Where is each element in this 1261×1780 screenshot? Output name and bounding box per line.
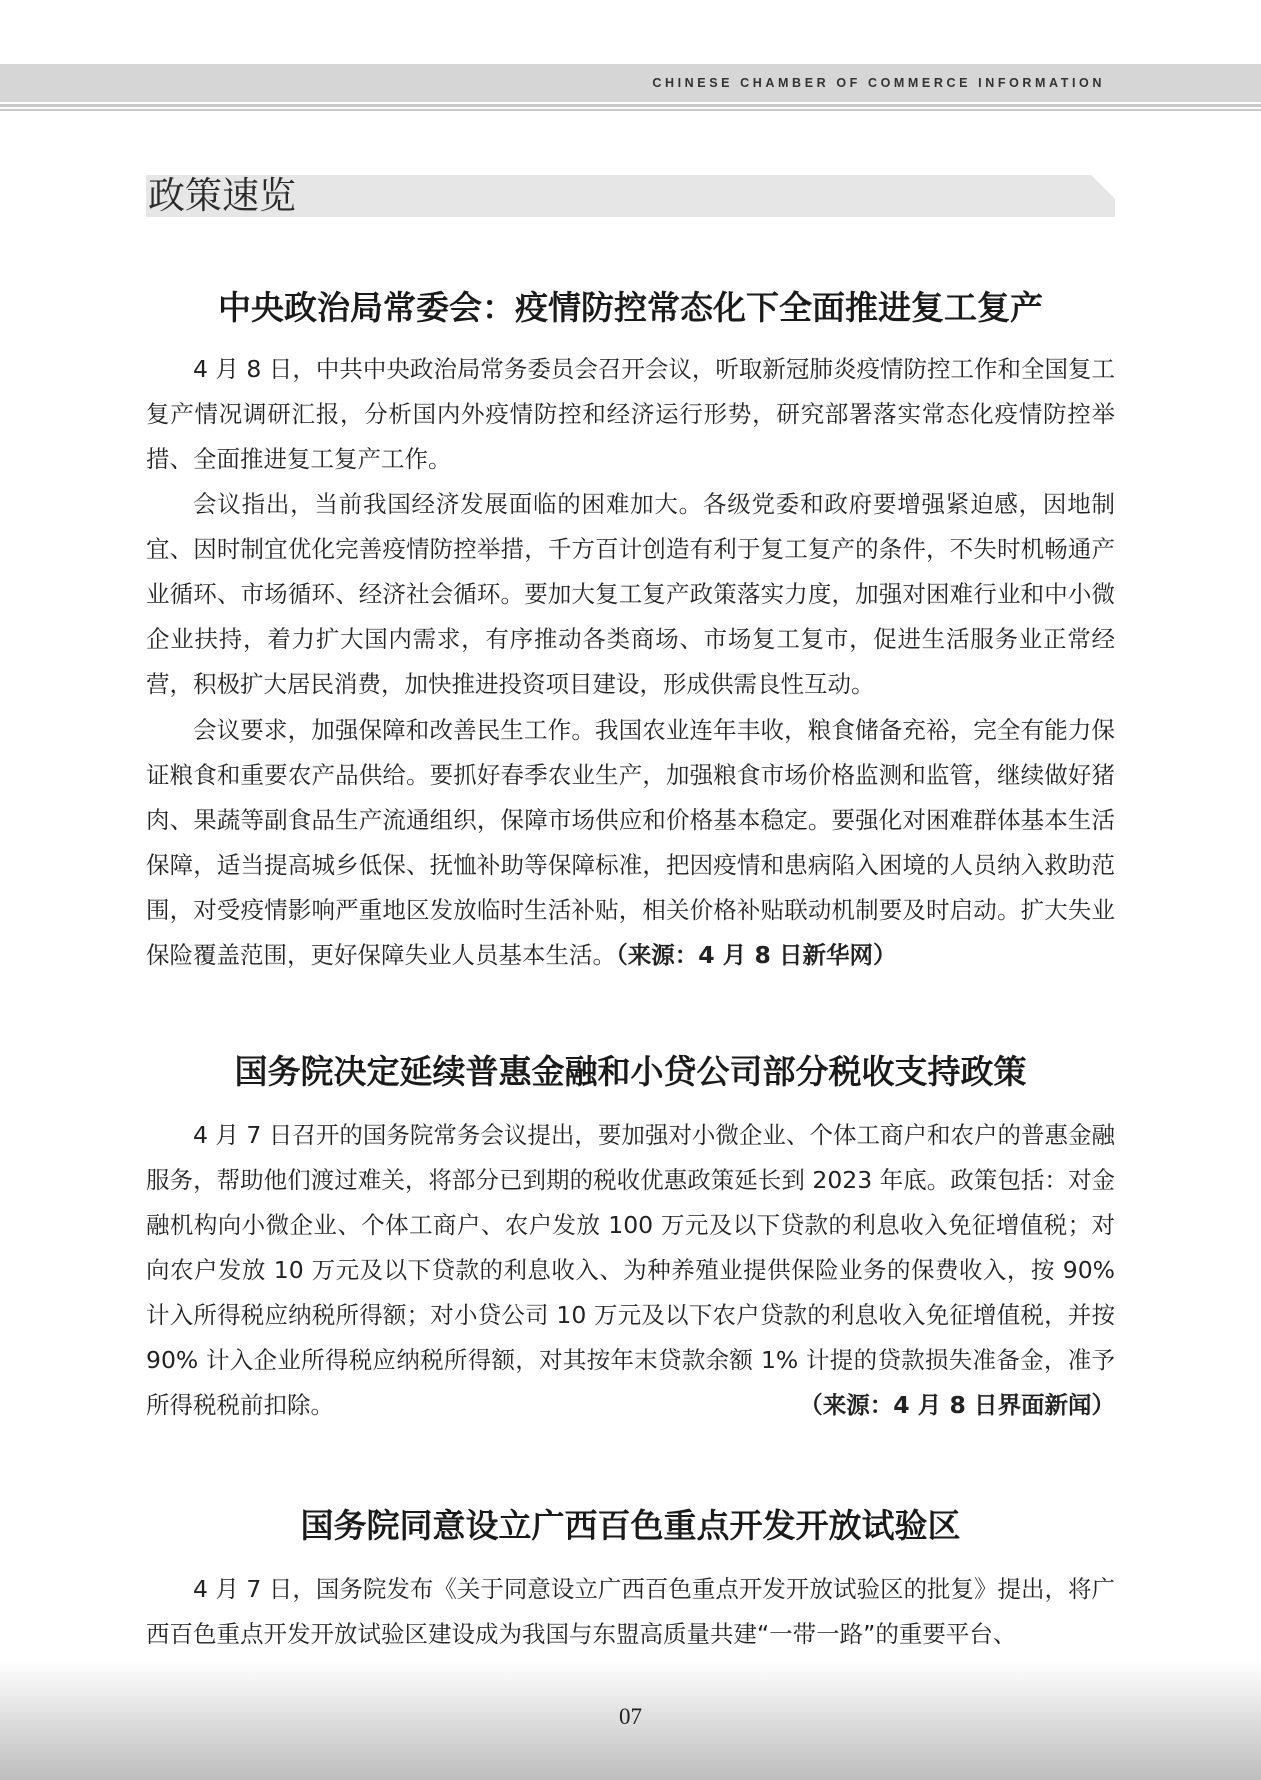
article-source: （来源：4 月 8 日界面新闻） (799, 1391, 1115, 1419)
paragraph-text: 4 月 7 日召开的国务院常务会议提出，要加强对小微企业、个体工商户和农户的普惠金融服务，帮助他们渡过难关，将部分已到期的税收优惠政策延长到 2023 年底。政策包括：对金融机构向小微企业、个体工商户、农户发放 100 万元及以下贷款的利息收入免征增值税；对向农户发放 10 万元及以下贷款的利息收入、为种养殖业提供保险业务的保费收入，按 90% 计入所得税应纳税所得额；对小贷公司 10 万元及以下农户贷款的利息收入免征增值税，并按 90% 计入企业所得税应纳税所得额，对其按年末贷款余额 1% 计提的贷款损失准备金，准予所得税税前扣除。 (146, 1121, 1115, 1419)
publication-name: CHINESE CHAMBER OF COMMERCE INFORMATION (652, 76, 1105, 90)
article-title: 国务院决定延续普惠金融和小贷公司部分税收支持政策 (234, 1052, 1027, 1091)
article-paragraph (146, 1113, 1115, 1428)
article-paragraph: 4 月 7 日，国务院发布《关于同意设立广西百色重点开发开放试验区的批复》提出，将广西百色重点开发开放试验区建设成为我国与东盟高质量共建“一带一路”的重要平台、 (146, 1575, 1115, 1648)
article-title: 国务院同意设立广西百色重点开发开放试验区 (300, 1506, 961, 1545)
article-paragraph: 4 月 8 日，中共中央政治局常务委员会召开会议，听取新冠肺炎疫情防控工作和全国复工复产情况调研汇报，分析国内外疫情防控和经济运行形势，研究部署落实常态化疫情防控举措、全面推进复工复产工作。 (146, 355, 1115, 473)
article-paragraph (146, 708, 1115, 978)
paragraph-text: 会议要求，加强保障和改善民生工作。我国农业连年丰收，粮食储备充裕，完全有能力保证粮食和重要农产品供给。要抓好春季农业生产，加强粮食市场价格监测和监管，继续做好猪肉、果蔬等副食品生产流通组织，保障市场供应和价格基本稳定。要强化对困难群体基本生活保障，适当提高城乡低保、抚恤补助等保障标准，把因疫情和患病陷入困境的人员纳入救助范围，对受疫情影响严重地区发放临时生活补贴，相关价格补贴联动机制要及时启动。扩大失业保险覆盖范围，更好保障失业人员基本生活。 (146, 716, 1115, 969)
article-title: 中央政治局常委会：疫情防控常态化下全面推进复工复产 (218, 288, 1043, 327)
header-rule-thin (0, 109, 1261, 111)
section-title: 政策速览 (148, 174, 296, 217)
article-source: （来源：4 月 8 日新华网） (616, 941, 897, 969)
article-paragraph: 会议指出，当前我国经济发展面临的困难加大。各级党委和政府要增强紧迫感，因地制宜、因时制宜优化完善疫情防控举措，千方百计创造有利于复工复产的条件，不失时机畅通产业循环、市场循环、经济社会循环。要加大复工复产政策落实力度，加强对困难行业和中小微企业扶持，着力扩大国内需求，有序推动各类商场、市场复工复市，促进生活服务业正常经营，积极扩大居民消费，加快推进投资项目建设，形成供需良性互动。 (146, 490, 1115, 698)
page-number: 07 (619, 1704, 642, 1729)
header-rule (0, 104, 1261, 107)
